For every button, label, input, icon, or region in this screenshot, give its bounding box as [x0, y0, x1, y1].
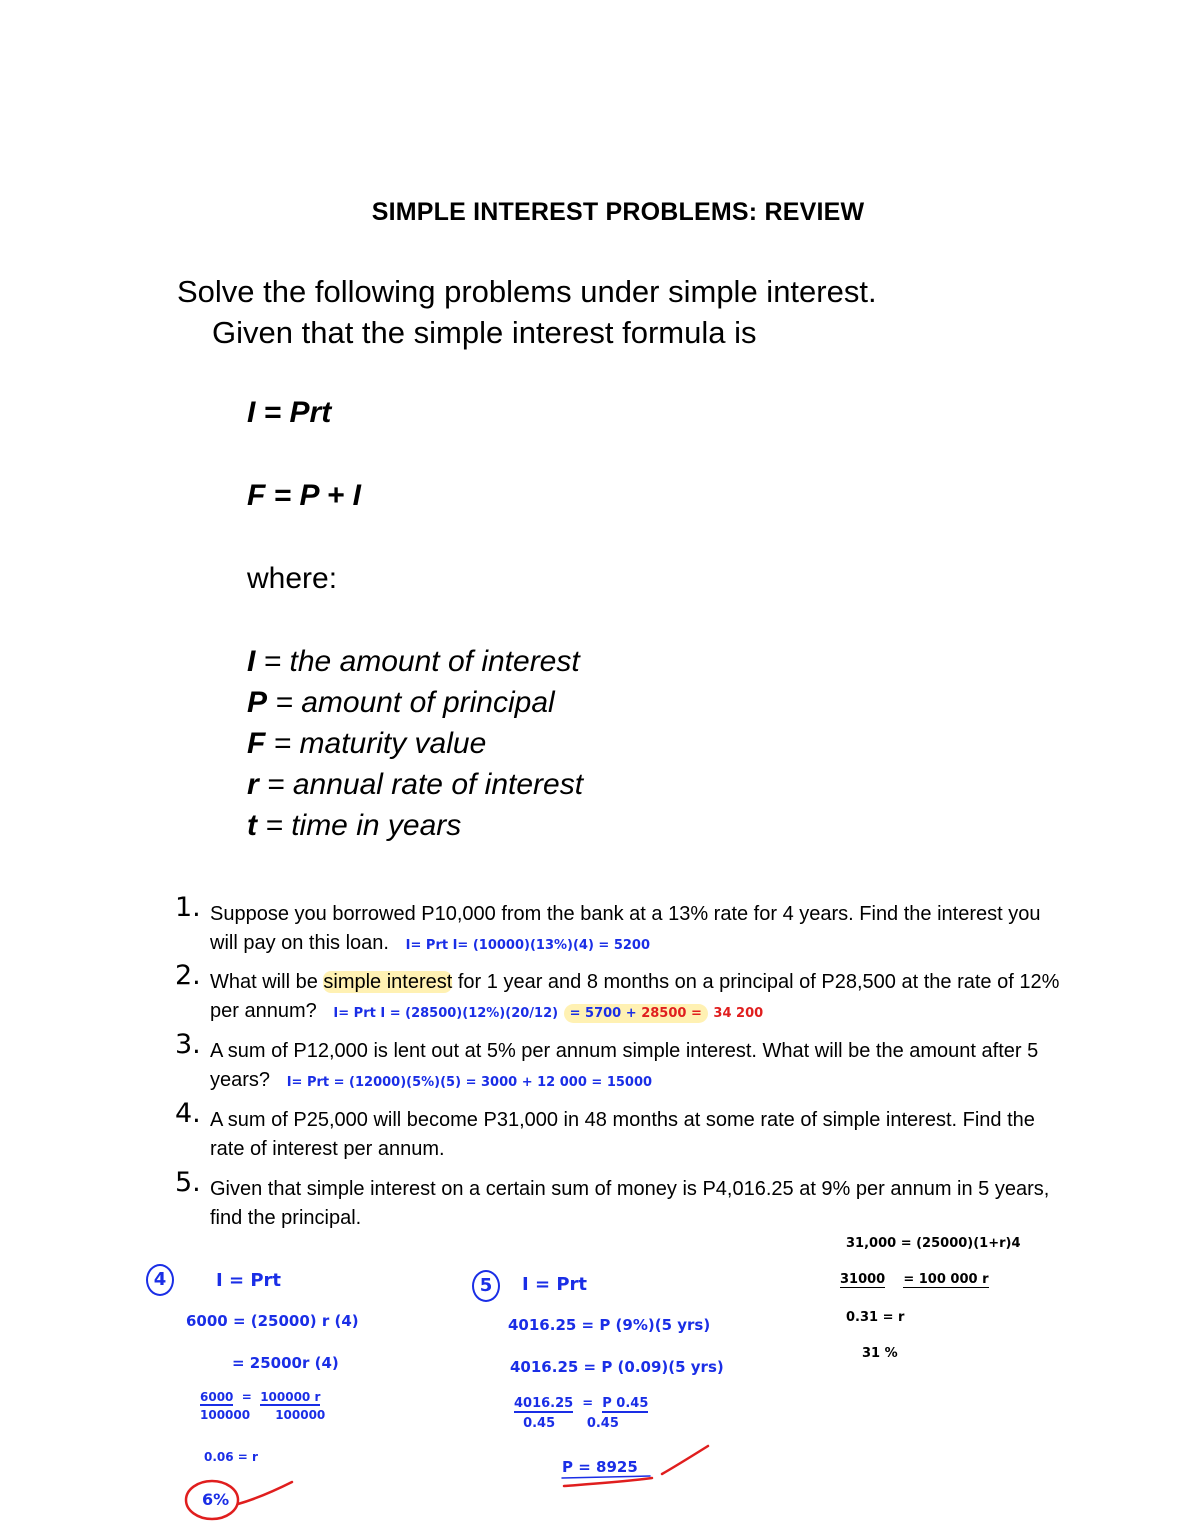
- fraction-numerator-right: 100000 r: [260, 1390, 321, 1404]
- work-4-label: 4: [146, 1264, 174, 1296]
- handwritten-interest: = 5700 +: [569, 1006, 637, 1021]
- work-4-answer: 6%: [202, 1490, 230, 1509]
- handwritten-answer: I= Prt I= (10000)(13%)(4) = 5200: [405, 938, 651, 953]
- formula-maturity: F = P + I: [247, 479, 361, 512]
- problem-text: [210, 900, 1060, 960]
- definition-text: = maturity value: [265, 727, 487, 760]
- definition-interest: [247, 645, 580, 679]
- definition-principal: [247, 686, 555, 720]
- problem-statement: A sum of P12,000 is lent out at 5% per annum simple interest. What will be the amount after 5 years?: [210, 1040, 1039, 1091]
- work-right-step-3: 0.31 = r: [846, 1310, 905, 1325]
- formula-interest: I = Prt: [247, 396, 332, 429]
- problem-number: 2.: [175, 960, 201, 991]
- check-mark-stroke: [238, 1482, 292, 1504]
- work-right-step-2-right: = 100 000 r: [903, 1272, 989, 1287]
- work-right-step-2: [840, 1272, 989, 1287]
- definition-time: [247, 809, 461, 843]
- definition-text: = annual rate of interest: [258, 768, 584, 801]
- work-4-step-3: [200, 1388, 325, 1424]
- work-4-step-4: 0.06 = r: [204, 1450, 258, 1464]
- definition-text: = time in years: [257, 809, 462, 842]
- work-5-step-3: [514, 1394, 648, 1434]
- definition-symbol: I: [247, 645, 256, 678]
- definition-text: = the amount of interest: [255, 645, 580, 678]
- definition-rate: [247, 768, 583, 802]
- work-5-formula: I = Prt: [522, 1274, 587, 1295]
- handwritten-answer: I= Prt I = (28500)(12%)(20/12): [333, 1006, 559, 1021]
- answer-underline-blue: [562, 1476, 650, 1478]
- check-mark-stroke: [662, 1446, 708, 1474]
- definition-symbol: F: [247, 727, 266, 760]
- intro-line-1: Solve the following problems under simple interest.: [177, 274, 877, 309]
- handwritten-highlighted-answer: [564, 1004, 708, 1023]
- work-5-answer: P = 8925: [562, 1458, 638, 1476]
- work-5-step-2: 4016.25 = P (0.09)(5 yrs): [510, 1358, 724, 1376]
- fraction-equals: =: [241, 1390, 252, 1404]
- problem-text: A sum of P25,000 will become P31,000 in 48 months at some rate of simple interest. Find the rate of interest per annum.: [210, 1109, 1035, 1160]
- fraction-numerator: 4016.25: [514, 1396, 574, 1411]
- problem-statement-end: for 1 year and 8 months on a principal of P28,500 at the rate of 12% per annum?: [210, 971, 1060, 1022]
- definition-symbol: r: [247, 768, 259, 801]
- fraction-denominator-right: 0.45: [586, 1416, 619, 1431]
- problem-number: 3.: [175, 1029, 201, 1060]
- problem-text: [210, 1037, 1060, 1097]
- work-right-step-1: 31,000 = (25000)(1+r)4: [846, 1236, 1021, 1251]
- problem-text: Given that simple interest on a certain sum of money is P4,016.25 at 9% per annum in 5 years, find the principal.: [210, 1178, 1050, 1229]
- handwritten-total: 34 200: [713, 1006, 764, 1021]
- work-right-step-2-left: 31000: [840, 1272, 886, 1287]
- fraction-numerator-right: P 0.45: [602, 1396, 649, 1411]
- handwritten-answer: I= Prt = (12000)(5%)(5) = 3000 + 12 000 = 15000: [286, 1075, 653, 1090]
- intro-line-2: Given that the simple interest formula is: [212, 315, 757, 350]
- problem-number: 1.: [175, 892, 201, 923]
- work-4-step-2: = 25000r (4): [232, 1354, 339, 1372]
- fraction-equals: =: [582, 1396, 594, 1411]
- page-title: SIMPLE INTEREST PROBLEMS: REVIEW: [371, 198, 865, 226]
- fraction-denominator: 0.45: [523, 1416, 556, 1431]
- problem-statement: Suppose you borrowed P10,000 from the bank at a 13% rate for 4 years. Find the interest you will pay on this loan.: [210, 903, 1041, 954]
- answer-underline-mark: [564, 1478, 652, 1486]
- fraction-denominator-right: 100000: [275, 1408, 326, 1422]
- highlighted-phrase: simple interest: [323, 971, 453, 993]
- fraction-denominator: 100000: [200, 1408, 251, 1422]
- definition-text: = amount of principal: [267, 686, 555, 719]
- work-4-step-1: 6000 = (25000) r (4): [186, 1312, 359, 1330]
- problem-number: 5.: [175, 1167, 201, 1198]
- definition-maturity: [247, 727, 486, 761]
- work-5-label: 5: [472, 1270, 500, 1302]
- work-5-step-1: 4016.25 = P (9%)(5 yrs): [508, 1316, 711, 1334]
- problem-text: [210, 968, 1060, 1028]
- definition-symbol: t: [247, 809, 257, 842]
- handwritten-sum: 28500 =: [641, 1006, 702, 1021]
- fraction-numerator: 6000: [200, 1390, 234, 1404]
- definition-symbol: P: [247, 686, 268, 719]
- problem-number: 4.: [175, 1098, 201, 1129]
- work-4-formula: I = Prt: [216, 1270, 281, 1291]
- where-label: where:: [247, 562, 338, 595]
- problem-statement-start: What will be: [210, 971, 324, 993]
- work-right-answer: 31 %: [862, 1346, 898, 1361]
